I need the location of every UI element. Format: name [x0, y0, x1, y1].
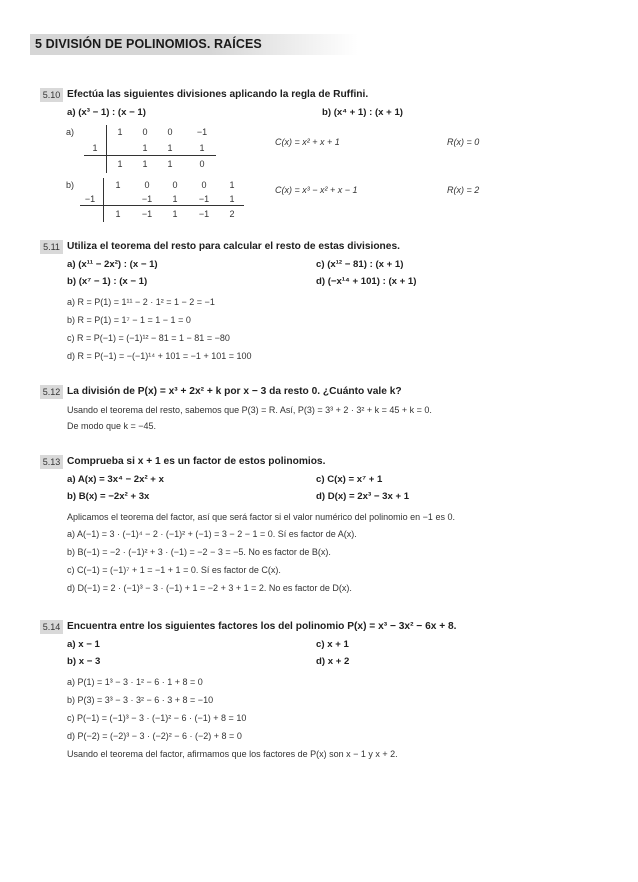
solution-line: b) R = P(1) = 1⁷ − 1 = 1 − 1 = 0 [67, 315, 191, 325]
exercise-item: b) B(x) = −2x² + 3x [67, 491, 150, 502]
ruffini-horizontal-rule [84, 155, 216, 156]
exercise-item: b) (x⁴ + 1) : (x + 1) [322, 107, 403, 118]
exercise-item: c) C(x) = x⁷ + 1 [316, 474, 383, 485]
exercise-statement-5-14: Encuentra entre los siguientes factores los del polinomio P(x) = x³ − 3x² − 6x + 8. [67, 621, 457, 632]
ruffini-cell: 1 [117, 127, 123, 137]
ruffini-root: 1 [92, 143, 98, 153]
ruffini-cell: 1 [117, 159, 123, 169]
ruffini-cell: −1 [196, 127, 208, 137]
ruffini-cell: −1 [141, 209, 153, 219]
exercise-statement-5-12: La división de P(x) = x³ + 2x² + k por x − 3 da resto 0. ¿Cuánto vale k? [67, 386, 402, 397]
remainder-text: R(x) = 0 [447, 137, 480, 147]
solution-line: a) R = P(1) = 1¹¹ − 2 · 1² = 1 − 2 = −1 [67, 297, 215, 307]
solution-line: De modo que k = −45. [67, 421, 157, 431]
solution-line: Usando el teorema del factor, afirmamos que los factores de P(x) son x − 1 y x + 2. [67, 749, 398, 759]
exercise-item: b) x − 3 [67, 656, 101, 667]
ruffini-cell: −1 [198, 209, 210, 219]
quotient-text: C(x) = x³ − x² + x − 1 [275, 185, 358, 195]
solution-line: Aplicamos el teorema del factor, así que será factor si el valor numérico del polinomio en −1 es 0. [67, 512, 455, 522]
ruffini-cell: 1 [115, 180, 121, 190]
exercise-item: d) x + 2 [316, 656, 350, 667]
ruffini-cell: 0 [142, 127, 148, 137]
solution-line: d) P(−2) = (−2)³ − 3 · (−2)² − 6 · (−2) + 8 = 0 [67, 731, 242, 741]
ruffini-cell: 1 [172, 194, 178, 204]
ruffini-cell: 0 [144, 180, 150, 190]
ruffini-cell: −1 [198, 194, 210, 204]
section-header [30, 34, 358, 55]
solution-line: d) D(−1) = 2 · (−1)³ − 3 · (−1) + 1 = −2 + 3 + 1 = 2. No es factor de D(x). [67, 583, 352, 593]
ruffini-cell: 1 [172, 209, 178, 219]
exercise-item: d) (−x¹⁴ + 101) : (x + 1) [316, 276, 417, 287]
quotient-text: C(x) = x² + x + 1 [275, 137, 340, 147]
ruffini-vertical-rule [106, 125, 107, 173]
solution-line: b) B(−1) = −2 · (−1)² + 3 · (−1) = −2 − 3 = −5. No es factor de B(x). [67, 547, 331, 557]
solution-line: a) P(1) = 1³ − 3 · 1² − 6 · 1 + 8 = 0 [67, 677, 203, 687]
ruffini-cell: 0 [201, 180, 207, 190]
ruffini-cell: 1 [142, 159, 148, 169]
solution-line: c) P(−1) = (−1)³ − 3 · (−1)² − 6 · (−1) + 8 = 10 [67, 713, 247, 723]
exercise-item: c) (x¹² − 81) : (x + 1) [316, 259, 404, 270]
ruffini-cell: 2 [229, 209, 235, 219]
solution-line: Usando el teorema del resto, sabemos que P(3) = R. Así, P(3) = 3³ + 2 · 3² + k = 45 + k = 0. [67, 405, 432, 415]
exercise-statement-5-13: Comprueba si x + 1 es un factor de estos polinomios. [67, 456, 326, 467]
ruffini-cell: 1 [199, 143, 205, 153]
solution-line: b) P(3) = 3³ − 3 · 3² − 6 · 3 + 8 = −10 [67, 695, 214, 705]
solution-line: c) R = P(−1) = (−1)¹² − 81 = 1 − 81 = −80 [67, 333, 230, 343]
solution-line: c) C(−1) = (−1)⁷ + 1 = −1 + 1 = 0. Sí es factor de C(x). [67, 565, 281, 575]
exercise-item: a) (x³ − 1) : (x − 1) [67, 107, 146, 118]
exercise-item: d) D(x) = 2x³ − 3x + 1 [316, 491, 410, 502]
ruffini-label: a) [66, 127, 75, 137]
exercise-number-5-13: 5.13 [40, 455, 63, 469]
exercise-statement-5-10: Efectúa las siguientes divisiones aplicando la regla de Ruffini. [67, 89, 369, 100]
ruffini-cell: 1 [229, 180, 235, 190]
exercise-number-5-12: 5.12 [40, 385, 63, 399]
solution-line: d) R = P(−1) = −(−1)¹⁴ + 101 = −1 + 101 = 100 [67, 351, 252, 361]
ruffini-root: −1 [84, 194, 96, 204]
ruffini-cell: 1 [167, 159, 173, 169]
ruffini-cell: 1 [115, 209, 121, 219]
exercise-item: a) x − 1 [67, 639, 100, 650]
exercise-number-5-14: 5.14 [40, 620, 63, 634]
exercise-number-5-10: 5.10 [40, 88, 63, 102]
exercise-item: a) (x¹¹ − 2x²) : (x − 1) [67, 259, 158, 270]
ruffini-cell: 0 [199, 159, 205, 169]
section-title: 5 DIVISIÓN DE POLINOMIOS. RAÍCES [35, 37, 262, 51]
ruffini-vertical-rule [103, 178, 104, 222]
exercise-item: a) A(x) = 3x⁴ − 2x² + x [67, 474, 164, 485]
remainder-text: R(x) = 2 [447, 185, 480, 195]
solution-line: a) A(−1) = 3 · (−1)⁴ − 2 · (−1)² + (−1) = 3 − 2 − 1 = 0. Sí es factor de A(x). [67, 529, 357, 539]
ruffini-horizontal-rule [80, 205, 244, 206]
exercise-statement-5-11: Utiliza el teorema del resto para calcular el resto de estas divisiones. [67, 241, 400, 252]
ruffini-cell: −1 [141, 194, 153, 204]
exercise-number-5-11: 5.11 [40, 240, 63, 254]
ruffini-cell: 1 [142, 143, 148, 153]
ruffini-cell: 1 [229, 194, 235, 204]
ruffini-label: b) [66, 180, 75, 190]
exercise-item: b) (x⁷ − 1) : (x − 1) [67, 276, 148, 287]
ruffini-cell: 0 [167, 127, 173, 137]
ruffini-cell: 0 [172, 180, 178, 190]
exercise-item: c) x + 1 [316, 639, 349, 650]
ruffini-cell: 1 [167, 143, 173, 153]
